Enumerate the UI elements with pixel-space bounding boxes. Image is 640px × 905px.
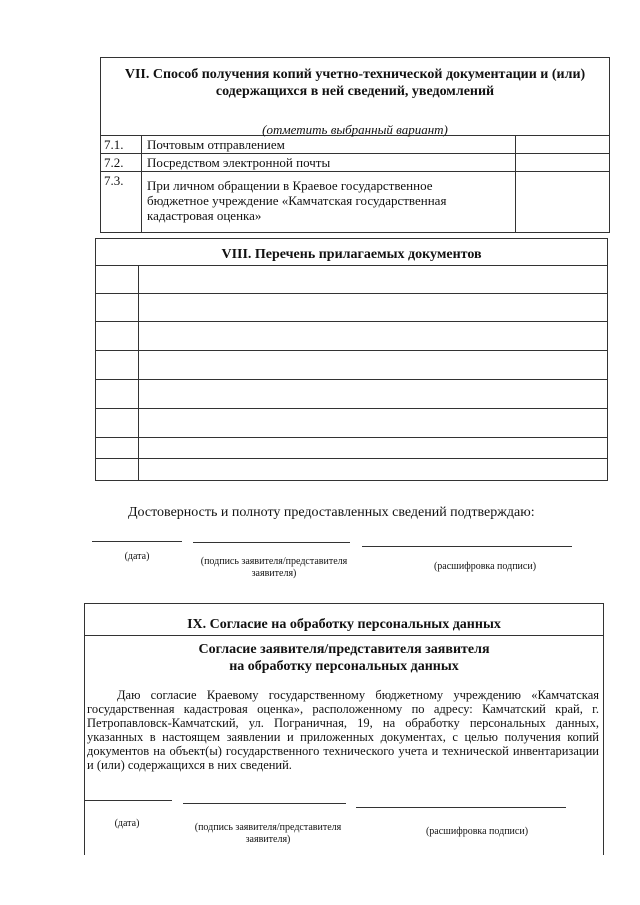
section-9-subtitle: [85, 641, 603, 675]
sign-label-line2: заявителя): [251, 568, 297, 579]
section-9-title: IX. Согласие на обработку персональных данных: [187, 617, 501, 632]
row-7-3-text: [147, 178, 512, 223]
section-7-title-line1: VII. Способ получения копий учетно-технической документации и (или): [124, 67, 586, 82]
date-label: (дата): [124, 551, 150, 562]
document-row-4[interactable]: [139, 351, 607, 379]
sign-label-line1: (подпись заявителя/представителя: [200, 556, 348, 567]
row-7-3-text-line2: бюджетное учреждение «Камчатская государственная: [147, 193, 447, 208]
row-7-2-checkbox[interactable]: [516, 154, 609, 171]
document-row-5[interactable]: [139, 380, 607, 408]
document-row-1[interactable]: [139, 266, 607, 293]
row-7-3-text-line1: При личном обращении в Краевое государственное: [147, 178, 433, 193]
document-row-8[interactable]: [139, 459, 607, 480]
row-7-3-number: 7.3.: [104, 173, 124, 188]
consent-date-label: (дата): [114, 818, 140, 829]
document-row-2[interactable]: [139, 294, 607, 321]
document-row-3[interactable]: [139, 322, 607, 350]
document-row-7[interactable]: [139, 438, 607, 458]
consent-sign-label: [183, 822, 353, 846]
decode-line[interactable]: [362, 546, 572, 547]
consent-sign-line[interactable]: [183, 803, 346, 804]
row-7-3-text-line3: кадастровая оценка»: [147, 208, 262, 223]
consent-sign-label-line2: заявителя): [245, 834, 291, 845]
section-9-subtitle-line1: Согласие заявителя/представителя заявителя: [198, 642, 490, 657]
consent-decode-line[interactable]: [356, 807, 566, 808]
confirm-text: Достоверность и полноту предоставленных сведений подтверждаю:: [128, 505, 535, 520]
section-9-subtitle-line2: на обработку персональных данных: [229, 659, 459, 674]
document-row-6[interactable]: [139, 409, 607, 437]
section-7-title: [105, 66, 605, 100]
row-7-3-checkbox[interactable]: [516, 172, 609, 232]
row-7-1-checkbox[interactable]: [516, 136, 609, 153]
date-line[interactable]: [92, 541, 182, 542]
section-8-title: VIII. Перечень прилагаемых документов: [221, 247, 482, 262]
consent-sign-label-line1: (подпись заявителя/представителя: [194, 822, 342, 833]
row-7-1-number: 7.1.: [104, 137, 124, 152]
row-7-1-text: Почтовым отправлением: [147, 137, 285, 152]
consent-paragraph: Даю согласие Краевому государственному бюджетному учреждению «Камчатская государственная кадастровая оценка», расположенному по адресу: Камчатский край, г. Петропавловск-Камчатский, ул. Пограничная, 19, на обработку персональных данных, указанных в настоящем заявлении и приложенных документах, с целью получения копий документов на объект(ы) государственного технического учета и технической инвентаризации и (или) содержащихся в них сведений.: [87, 688, 599, 772]
row-7-2-number: 7.2.: [104, 155, 124, 170]
consent-date-line[interactable]: [84, 800, 172, 801]
section-7-note: (отметить выбранный вариант): [262, 122, 448, 137]
section-7-title-line2: содержащихся в ней сведений, уведомлений: [215, 84, 495, 99]
consent-decode-label: (расшифровка подписи): [425, 826, 529, 837]
row-7-2-text: Посредством электронной почты: [147, 155, 331, 170]
sign-label: [192, 556, 356, 580]
decode-label: (расшифровка подписи): [433, 561, 537, 572]
sign-line[interactable]: [193, 542, 350, 543]
